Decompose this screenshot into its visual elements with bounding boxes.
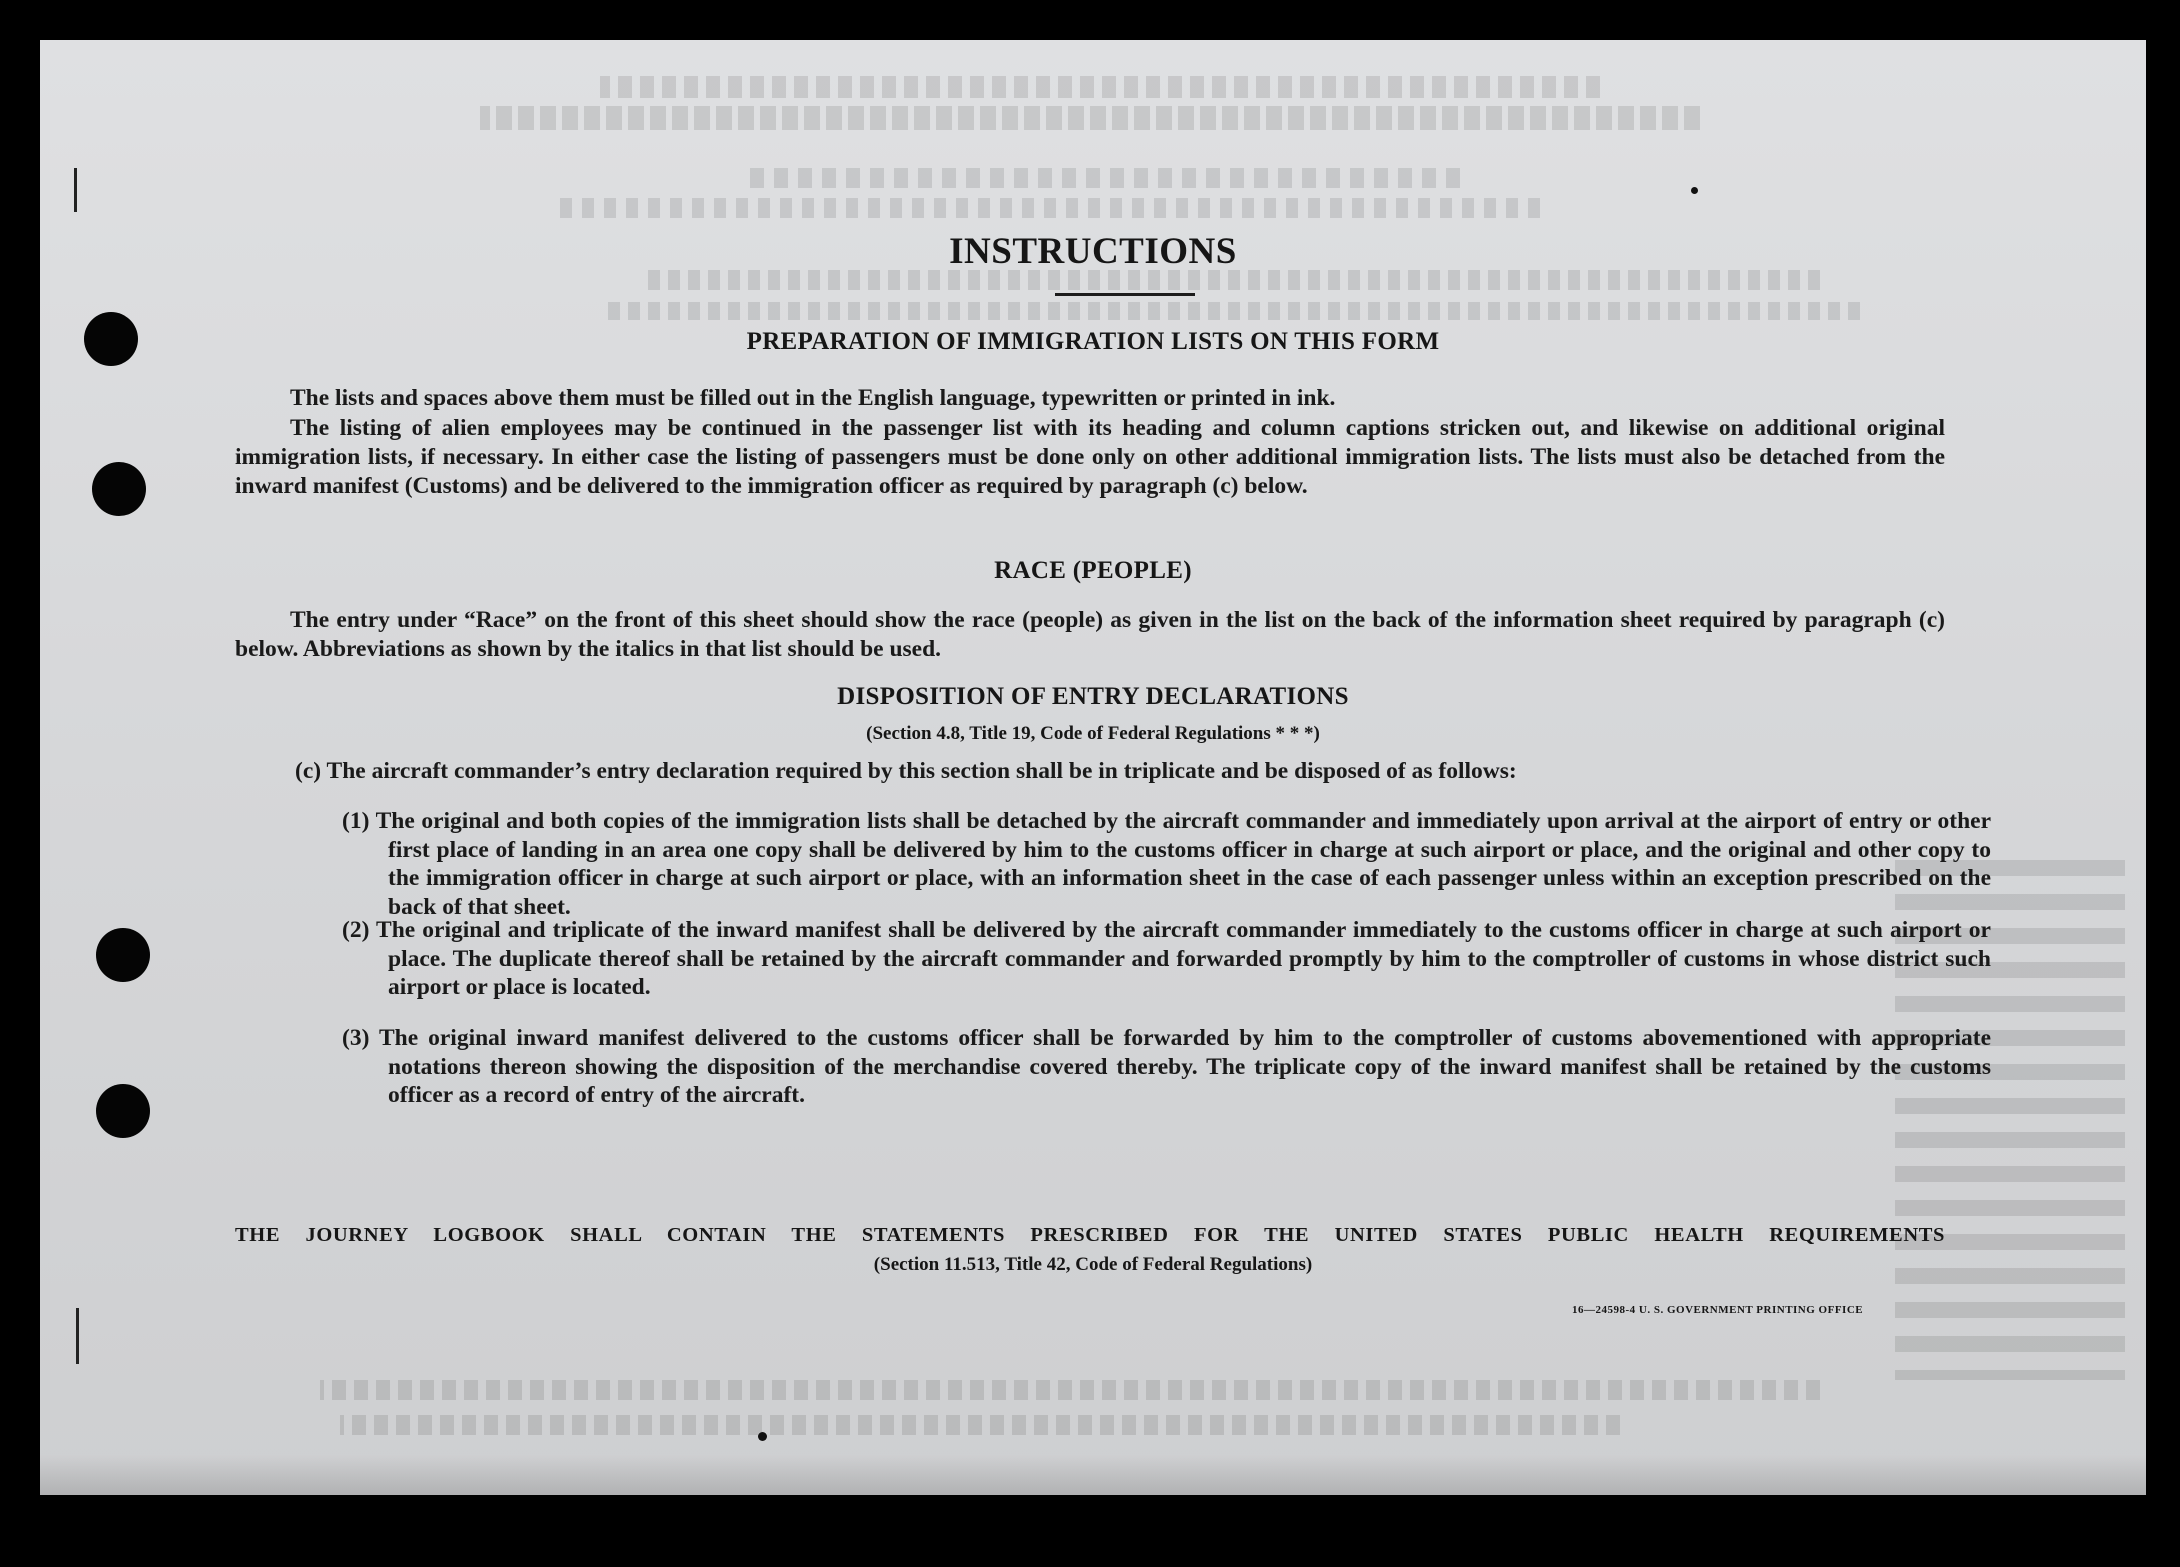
list-item: (3) The original inward manifest delivered to the customs officer shall be forwarded by him to the comptroller of customs abovementioned with appropriate notations thereon showing the disposition of the merchandise covered thereby. The triplicate copy of the inward manifest shall be retained by the customs officer as a record of entry of the aircraft.: [342, 1025, 1991, 1108]
paragraph-race-entry: The entry under “Race” on the front of this sheet should show the race (people) as given in the list on the back of the information sheet required by paragraph (c) below. Abbreviations as shown by the italics in that list should be used.: [235, 607, 1945, 662]
paragraph-alien-employees: The listing of alien employees may be continued in the passenger list with its heading and column captions stricken out, and likewise on additional original immigration lists, if necessary. In either case the listing of passengers must be done only on other additional immigration lists. The lists must also be detached from the inward manifest (Customs) and be delivered to the immigration officer as required by paragraph (c) below.: [235, 415, 1945, 499]
title-underline: [1055, 293, 1195, 296]
paragraph-c-intro: (c) The aircraft commander’s entry declaration required by this section shall be in triplicate and be disposed of as follows:: [295, 758, 1517, 784]
section-citation: (Section 4.8, Title 19, Code of Federal Regulations * * *): [866, 723, 1320, 744]
list-item: (1) The original and both copies of the immigration lists shall be detached by the aircraft commander and immediately upon arrival at the airport of entry or other first place of landing in an area one copy shall be delivered by him to the customs officer in charge at such airport or place, and the original and other copy to the immigration officer in charge at such airport or place, with an information sheet in the case of each passenger unless within an exception prescribed on the back of that sheet.: [342, 808, 1991, 920]
document-page: [40, 40, 2146, 1495]
section-heading-race: RACE (PEOPLE): [994, 557, 1192, 584]
paragraph-lists-language: The lists and spaces above them must be filled out in the English language, typewritten or printed in ink.: [290, 385, 1336, 411]
document-title: INSTRUCTIONS: [949, 231, 1237, 272]
section-heading-disposition: DISPOSITION OF ENTRY DECLARATIONS: [837, 683, 1349, 710]
section-heading-immigration-lists: PREPARATION OF IMMIGRATION LISTS ON THIS FORM: [746, 328, 1440, 355]
footer-citation: (Section 11.513, Title 42, Code of Federal Regulations): [873, 1254, 1313, 1275]
printer-imprint: 16—24598-4 U. S. GOVERNMENT PRINTING OFFICE: [1572, 1304, 1864, 1316]
list-item: (2) The original and triplicate of the inward manifest shall be delivered by the aircraft commander immediately to the customs officer in charge at such airport or place. The duplicate thereof shall be retained by the aircraft commander and forwarded promptly by him to the comptroller of customs in whose district such airport or place is located.: [342, 917, 1991, 1000]
footer-statement: THE JOURNEY LOGBOOK SHALL CONTAIN THE STATEMENTS PRESCRIBED FOR THE UNITED STATES PUBLIC HEALTH REQUIREMENTS: [235, 1224, 1945, 1246]
